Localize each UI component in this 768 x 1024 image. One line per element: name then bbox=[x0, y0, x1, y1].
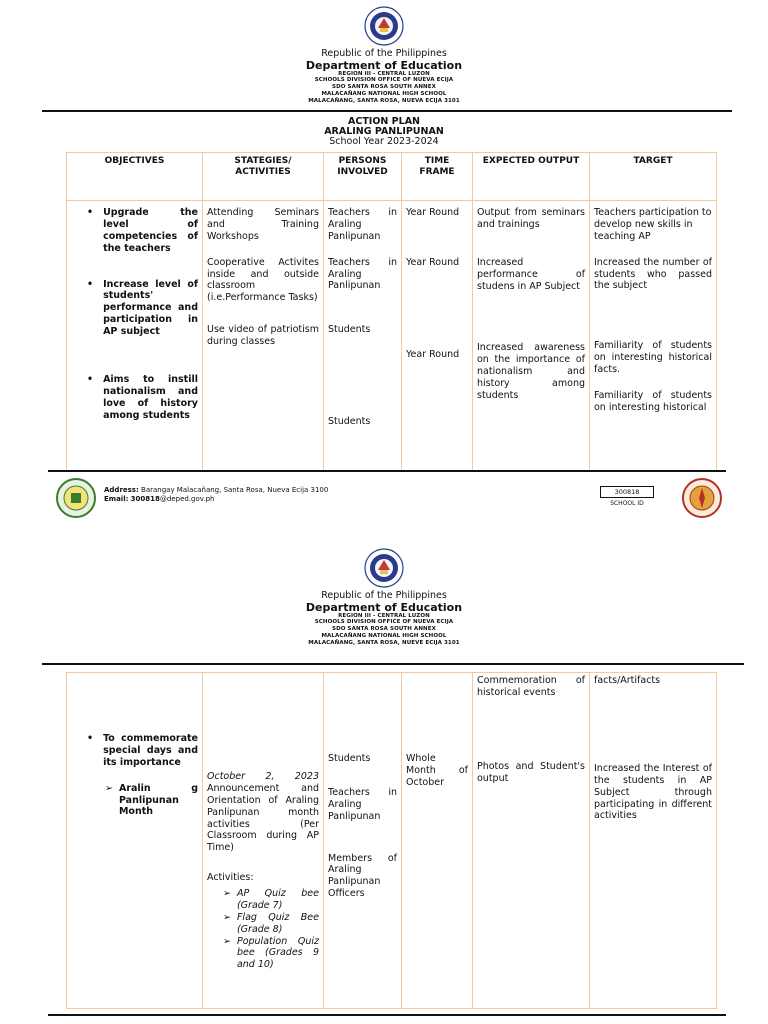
target-2: Increased the number of students who passed the subject bbox=[594, 256, 712, 292]
school-address-text: MALACAÑANG, SANTA ROSA, NUEVA ECIJA 3101 bbox=[308, 98, 460, 104]
republic-text: Republic of the Philippines bbox=[321, 590, 447, 601]
plan-title bbox=[0, 117, 768, 147]
footer-email-domain: @deped.gov.ph bbox=[159, 495, 215, 504]
expected-output-cell bbox=[473, 673, 590, 1009]
sdo-text: SDO SANTA ROSA SOUTH ANNEX bbox=[332, 626, 436, 633]
action-plan-table bbox=[66, 152, 717, 471]
output-1: Output from seminars and trainings bbox=[477, 207, 585, 230]
school-text: MALACAÑANG NATIONAL HIGH SCHOOL bbox=[321, 91, 447, 98]
objective-2: Increase level of students' performance and participation in AP subject bbox=[103, 278, 198, 337]
strategies-cell bbox=[203, 201, 324, 471]
department-title: Department of Education bbox=[305, 600, 463, 614]
person-4: Students bbox=[328, 416, 371, 428]
target-1: Teachers participation to develop new skills in teaching AP bbox=[594, 207, 712, 242]
col-header-objectives: OBJECTIVES bbox=[67, 153, 203, 201]
table-row bbox=[67, 201, 717, 471]
division-text: SCHOOLS DIVISION OFFICE OF NUEVA ECIJA bbox=[314, 619, 454, 626]
output-2: Increased performance of studens in AP Subject bbox=[477, 256, 585, 292]
action-plan-table-continued bbox=[66, 672, 717, 1009]
objective-3: Aims to instill nationalism and love of history among students bbox=[103, 373, 198, 421]
activities-list bbox=[207, 888, 319, 971]
output-commemoration: Commemoration of historical events bbox=[477, 675, 585, 698]
sdo-text: SDO SANTA ROSA SOUTH ANNEX bbox=[332, 84, 436, 91]
school-logo-icon bbox=[56, 478, 96, 518]
target-4: Familiarity of students on interesting historical bbox=[594, 389, 712, 413]
time-frame-cell bbox=[402, 673, 473, 1009]
objectives-cell bbox=[67, 201, 203, 471]
school-id-label: SCHOOL ID bbox=[610, 500, 644, 507]
col-header-target: TARGET bbox=[590, 153, 717, 201]
division-text: SCHOOLS DIVISION OFFICE OF NUEVA ECIJA bbox=[314, 77, 454, 84]
subject-title: ARALING PANLIPUNAN bbox=[324, 125, 444, 137]
person-1: Teachers in Araling Panlipunan bbox=[328, 207, 397, 242]
footer-address: Barangay Malacañang, Santa Rosa, Nueva Ecija 3100 bbox=[141, 486, 329, 494]
deped-seal-icon bbox=[364, 6, 404, 46]
page1-header bbox=[0, 6, 768, 105]
strategy-2: Cooperative Activites inside and outside classroom (i.e.Performance Tasks) bbox=[207, 256, 319, 304]
footer-rule bbox=[48, 1014, 726, 1016]
table-row bbox=[67, 673, 717, 1009]
list-item: • Upgrade the level of competencies of the teachers bbox=[87, 207, 198, 254]
target-3: Familiarity of students on interesting historical facts. bbox=[594, 340, 712, 375]
persons-cell bbox=[324, 201, 402, 471]
col-header-time-frame: TIME FRAME bbox=[402, 153, 473, 201]
list-item: • To commemorate special days and its importance bbox=[87, 733, 198, 768]
time-frame-cell bbox=[402, 201, 473, 471]
deped-seal-icon bbox=[364, 548, 404, 588]
department-title: Department of Education bbox=[305, 58, 463, 72]
header-rule bbox=[42, 110, 732, 112]
person-officers: Members of Araling Panlipunan Officers bbox=[328, 852, 397, 900]
school-year: School Year 2023-2024 bbox=[329, 135, 439, 147]
person-2: Teachers in Araling Panlipunan bbox=[328, 256, 397, 292]
school-text: MALACAÑANG NATIONAL HIGH SCHOOL bbox=[321, 633, 447, 640]
footer-contact: Address: Barangay Malacañang, Santa Rosa, Nueva Ecija 3100 Email: 300818@deped.gov.ph bbox=[104, 486, 329, 504]
table-header-row bbox=[67, 153, 717, 201]
page1-footer bbox=[56, 478, 720, 518]
time-october: Whole Month of October bbox=[406, 753, 468, 788]
activities-label: Activities: bbox=[207, 872, 254, 884]
republic-text: Republic of the Philippines bbox=[321, 48, 447, 59]
footer-rule bbox=[48, 470, 726, 472]
header-rule bbox=[42, 663, 744, 665]
list-item: ➢ Population Quiz bee (Grades 9 and 10) bbox=[223, 935, 319, 971]
page2-header bbox=[0, 548, 768, 647]
target-artifacts: facts/Artifacts bbox=[594, 675, 661, 686]
persons-cell bbox=[324, 673, 402, 1009]
person-3: Students bbox=[328, 324, 371, 336]
objective-1: Upgrade the level of competencies of the teachers bbox=[103, 207, 198, 254]
time-3: Year Round bbox=[406, 348, 460, 360]
list-item: • Increase level of students' performance and participation in AP subject bbox=[87, 278, 198, 337]
list-item: ➢ Flag Quiz Bee (Grade 8) bbox=[223, 911, 319, 935]
target-cell bbox=[590, 201, 717, 471]
output-photos: Photos and Student's output bbox=[477, 760, 585, 784]
activity-2: Flag Quiz Bee (Grade 8) bbox=[236, 911, 319, 935]
list-item: • Aims to instill nationalism and love of history among students bbox=[87, 373, 198, 421]
target-cell bbox=[590, 673, 717, 1009]
strategy-3: Use video of patriotism during classes bbox=[207, 324, 319, 347]
strategy-1: Attending Seminars and Training Workshops bbox=[207, 207, 319, 242]
activity-3: Population Quiz bee (Grades 9 and 10) bbox=[236, 935, 319, 971]
col-header-strategies: STATEGIES/ ACTIVITIES bbox=[203, 153, 324, 201]
expected-output-cell bbox=[473, 201, 590, 471]
objective-ap-month: Aralin g Panlipunan Month bbox=[118, 782, 198, 818]
person-students: Students bbox=[328, 753, 371, 764]
strategy-date: October 2, 2023 Announcement and Orientation of Araling Panlipunan month activities (Per Classroom during AP Time) bbox=[207, 771, 319, 854]
col-header-persons: PERSONS INVOLVED bbox=[324, 153, 402, 201]
list-item: ➢ AP Quiz bee (Grade 7) bbox=[223, 888, 319, 911]
objectives-cell bbox=[67, 673, 203, 1009]
region-text: REGION III - CENTRAL LUZON bbox=[338, 612, 430, 619]
list-item: ➢ Aralin g Panlipunan Month bbox=[105, 782, 198, 818]
target-interest: Increased the Interest of the students in AP Subject through participating in different activities bbox=[594, 762, 712, 822]
time-2: Year Round bbox=[406, 256, 460, 268]
action-plan-title: ACTION PLAN bbox=[348, 116, 420, 127]
time-1: Year Round bbox=[406, 207, 460, 218]
objective-commemorate: To commemorate special days and its importance bbox=[103, 733, 198, 768]
division-logo-icon bbox=[682, 478, 722, 518]
school-address-text: MALACAÑANG, SANTA ROSA, NUEVE ECIJA 3101 bbox=[308, 640, 460, 646]
school-id-block bbox=[600, 486, 654, 507]
region-text: REGION III - CENTRAL LUZON bbox=[338, 70, 430, 77]
strategies-cell bbox=[203, 673, 324, 1009]
person-teachers: Teachers in Araling Panlipunan bbox=[328, 786, 397, 822]
footer-email-id: 300818 bbox=[130, 495, 160, 504]
output-3: Increased awareness on the importance of nationalism and history among students bbox=[477, 342, 585, 401]
activity-1: AP Quiz bee (Grade 7) bbox=[236, 888, 319, 911]
school-id-value: 300818 bbox=[600, 486, 654, 498]
col-header-expected-output: EXPECTED OUTPUT bbox=[473, 153, 590, 201]
